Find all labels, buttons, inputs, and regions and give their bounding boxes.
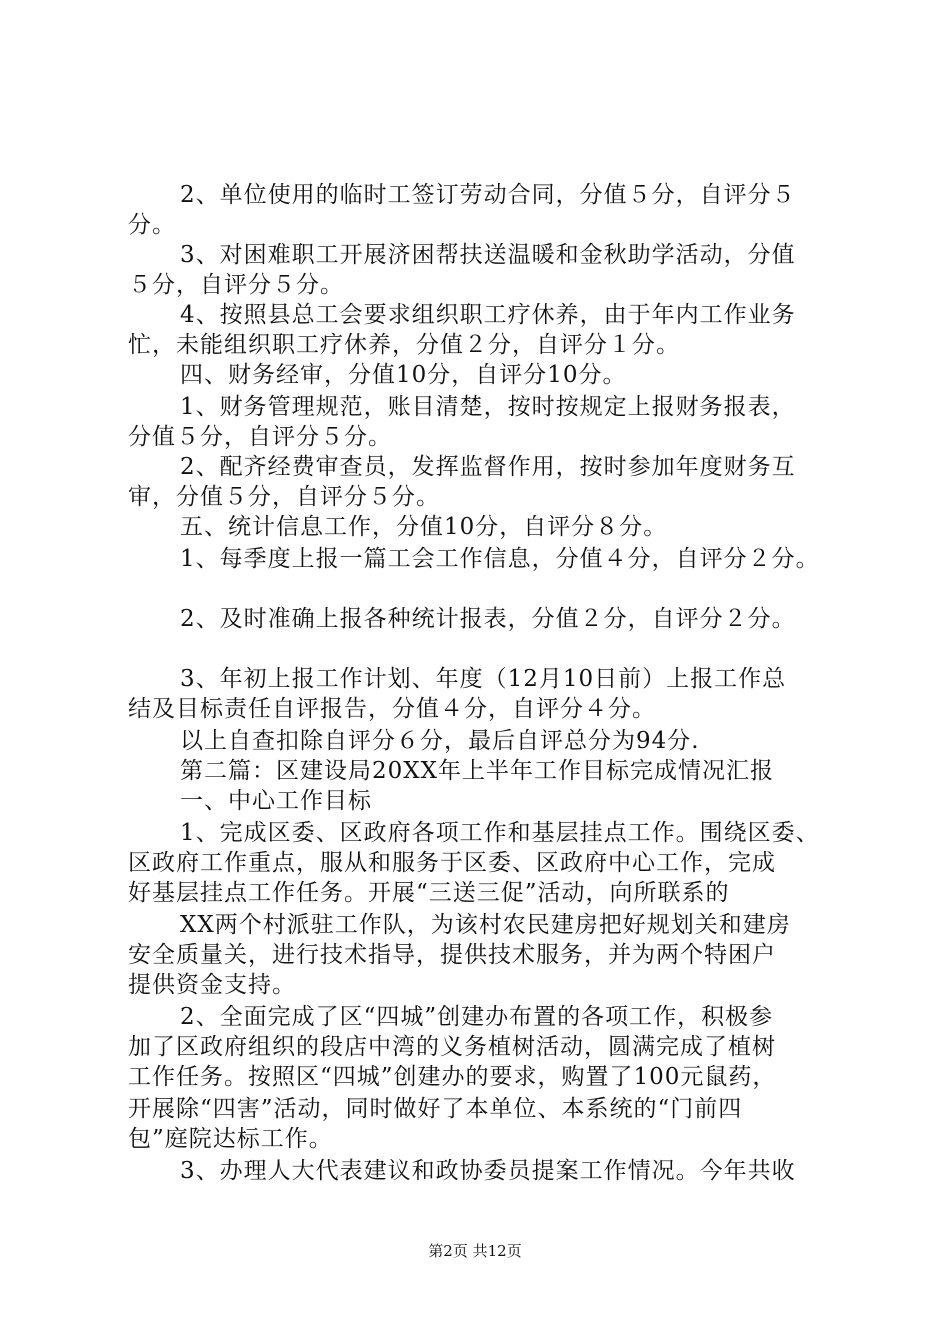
text-line: 安全质量关，进行技术指导，提供技术服务，并为两个特困户 bbox=[128, 942, 776, 968]
text-line: 4、按照县总工会要求组织职工疗休养，由于年内工作业务 bbox=[180, 302, 796, 328]
text-line: 2、单位使用的临时工签订劳动合同，分值５分，自评分５ bbox=[180, 182, 796, 208]
text-line: 审，分值５分，自评分５分。 bbox=[128, 484, 440, 510]
text-line: 区政府工作重点，服从和服务于区委、区政府中心工作，完成 bbox=[128, 850, 776, 876]
section-heading: 一、中心工作目标 bbox=[180, 788, 372, 814]
text-line: 1、每季度上报一篇工会工作信息，分值４分，自评分２分。 bbox=[180, 546, 820, 572]
text-line: 工作任务。按照区“四城”创建办的要求，购置了100元鼠药， bbox=[128, 1064, 777, 1090]
page-footer: 第2页 共12页 bbox=[428, 1242, 522, 1260]
text-line: 1、财务管理规范，账目清楚，按时按规定上报财务报表， bbox=[180, 394, 796, 420]
text-line: 3、对困难职工开展济困帮扶送温暖和金秋助学活动，分值 bbox=[180, 242, 796, 268]
section-heading: 五、统计信息工作，分值10分，自评分８分。 bbox=[180, 514, 668, 540]
text-line: 分值５分，自评分５分。 bbox=[128, 424, 392, 450]
text-line: 2、配齐经费审查员，发挥监督作用，按时参加年度财务互 bbox=[180, 454, 796, 480]
text-line: 结及目标责任自评报告，分值４分，自评分４分。 bbox=[128, 696, 656, 722]
section-heading: 四、财务经审，分值10分，自评分10分。 bbox=[180, 362, 627, 388]
text-line: 2、及时准确上报各种统计报表，分值２分，自评分２分。 bbox=[180, 606, 796, 632]
text-line: 分。 bbox=[128, 212, 176, 238]
text-line: 包”庭院达标工作。 bbox=[128, 1126, 333, 1152]
text-line: XX两个村派驻工作队，为该村农民建房把好规划关和建房 bbox=[180, 912, 791, 938]
text-line: 1、完成区委、区政府各项工作和基层挂点工作。围绕区委、 bbox=[180, 820, 820, 846]
text-line: 3、办理人大代表建议和政协委员提案工作情况。今年共收 bbox=[180, 1158, 796, 1184]
text-line: 忙，未能组织职工疗休养，分值２分，自评分１分。 bbox=[128, 332, 680, 358]
text-line: 以上自查扣除自评分６分，最后自评总分为94分. bbox=[180, 728, 700, 754]
text-line: 开展除“四害”活动，同时做好了本单位、本系统的“门前四 bbox=[128, 1096, 743, 1122]
text-line: ５分，自评分５分。 bbox=[128, 272, 344, 298]
chapter-title: 第二篇：区建设局20XX年上半年工作目标完成情况汇报 bbox=[180, 758, 775, 784]
text-line: 提供资金支持。 bbox=[128, 972, 296, 998]
text-line: 加了区政府组织的段店中湾的义务植树活动，圆满完成了植树 bbox=[128, 1034, 776, 1060]
text-line: 2、全面完成了区“四城”创建办布置的各项工作，积极参 bbox=[180, 1004, 774, 1030]
text-line: 好基层挂点工作任务。开展“三送三促”活动，向所联系的 bbox=[128, 880, 730, 906]
text-line: 3、年初上报工作计划、年度（12月10日前）上报工作总 bbox=[180, 666, 787, 692]
